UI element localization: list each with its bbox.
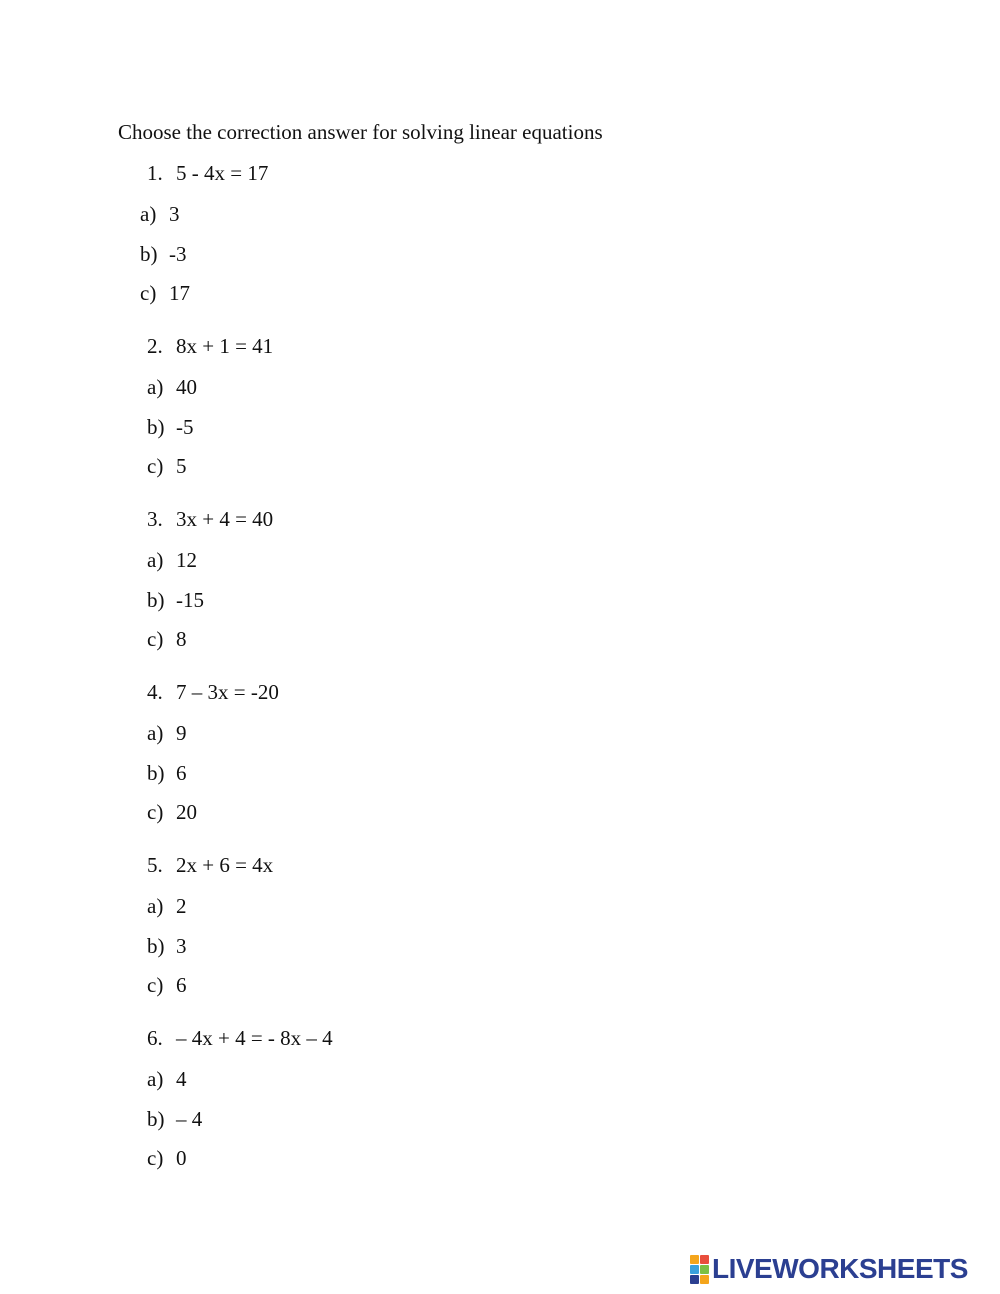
option-letter: b) — [140, 242, 158, 266]
option-value[interactable]: 40 — [176, 375, 197, 399]
option-value[interactable]: 2 — [176, 894, 187, 918]
question-number: 1. — [147, 161, 163, 185]
option-value[interactable]: 6 — [176, 973, 187, 997]
question-equation: 2x + 6 = 4x — [176, 853, 274, 877]
option-letter: c) — [147, 973, 164, 997]
option-letter: c) — [147, 800, 164, 824]
question-equation: 8x + 1 = 41 — [176, 334, 274, 358]
option-value[interactable]: 4 — [176, 1067, 187, 1091]
option-letter: a) — [147, 721, 164, 745]
option-value[interactable]: 17 — [169, 281, 190, 305]
liveworksheets-logo-text: LIVEWORKSHEETS — [712, 1253, 968, 1284]
option-letter: a) — [140, 202, 157, 226]
liveworksheets-logo — [690, 1254, 968, 1284]
question-number: 5. — [147, 853, 163, 877]
option-letter: c) — [147, 454, 164, 478]
option-value[interactable]: -5 — [176, 415, 194, 439]
option-letter: c) — [147, 1146, 164, 1170]
option-value[interactable]: 12 — [176, 548, 197, 572]
option-value[interactable]: 20 — [176, 800, 197, 824]
question-equation: 7 – 3x = -20 — [176, 680, 279, 704]
option-letter: b) — [147, 761, 165, 785]
option-letter: b) — [147, 1107, 165, 1131]
option-letter: b) — [147, 934, 165, 958]
option-letter: b) — [147, 415, 165, 439]
option-value[interactable]: -15 — [176, 588, 204, 612]
instructions-heading: Choose the correction answer for solving linear equations — [118, 120, 603, 144]
option-value[interactable]: – 4 — [176, 1107, 203, 1131]
liveworksheets-logo-mark-icon — [690, 1255, 709, 1284]
option-letter: a) — [147, 894, 164, 918]
option-letter: a) — [147, 548, 164, 572]
option-letter: a) — [147, 375, 164, 399]
option-letter: c) — [147, 627, 164, 651]
option-value[interactable]: 3 — [176, 934, 187, 958]
option-value[interactable]: 3 — [169, 202, 180, 226]
question-number: 3. — [147, 507, 163, 531]
option-value[interactable]: 0 — [176, 1146, 187, 1170]
question-equation: 5 - 4x = 17 — [176, 161, 269, 185]
option-value[interactable]: 6 — [176, 761, 187, 785]
question-number: 2. — [147, 334, 163, 358]
option-value[interactable]: 5 — [176, 454, 187, 478]
option-letter: b) — [147, 588, 165, 612]
question-number: 4. — [147, 680, 163, 704]
question-number: 6. — [147, 1026, 163, 1050]
option-value[interactable]: -3 — [169, 242, 187, 266]
question-equation: 3x + 4 = 40 — [176, 507, 274, 531]
option-letter: c) — [140, 281, 157, 305]
option-letter: a) — [147, 1067, 164, 1091]
option-value[interactable]: 9 — [176, 721, 187, 745]
option-value[interactable]: 8 — [176, 627, 187, 651]
question-equation: – 4x + 4 = - 8x – 4 — [176, 1026, 333, 1050]
